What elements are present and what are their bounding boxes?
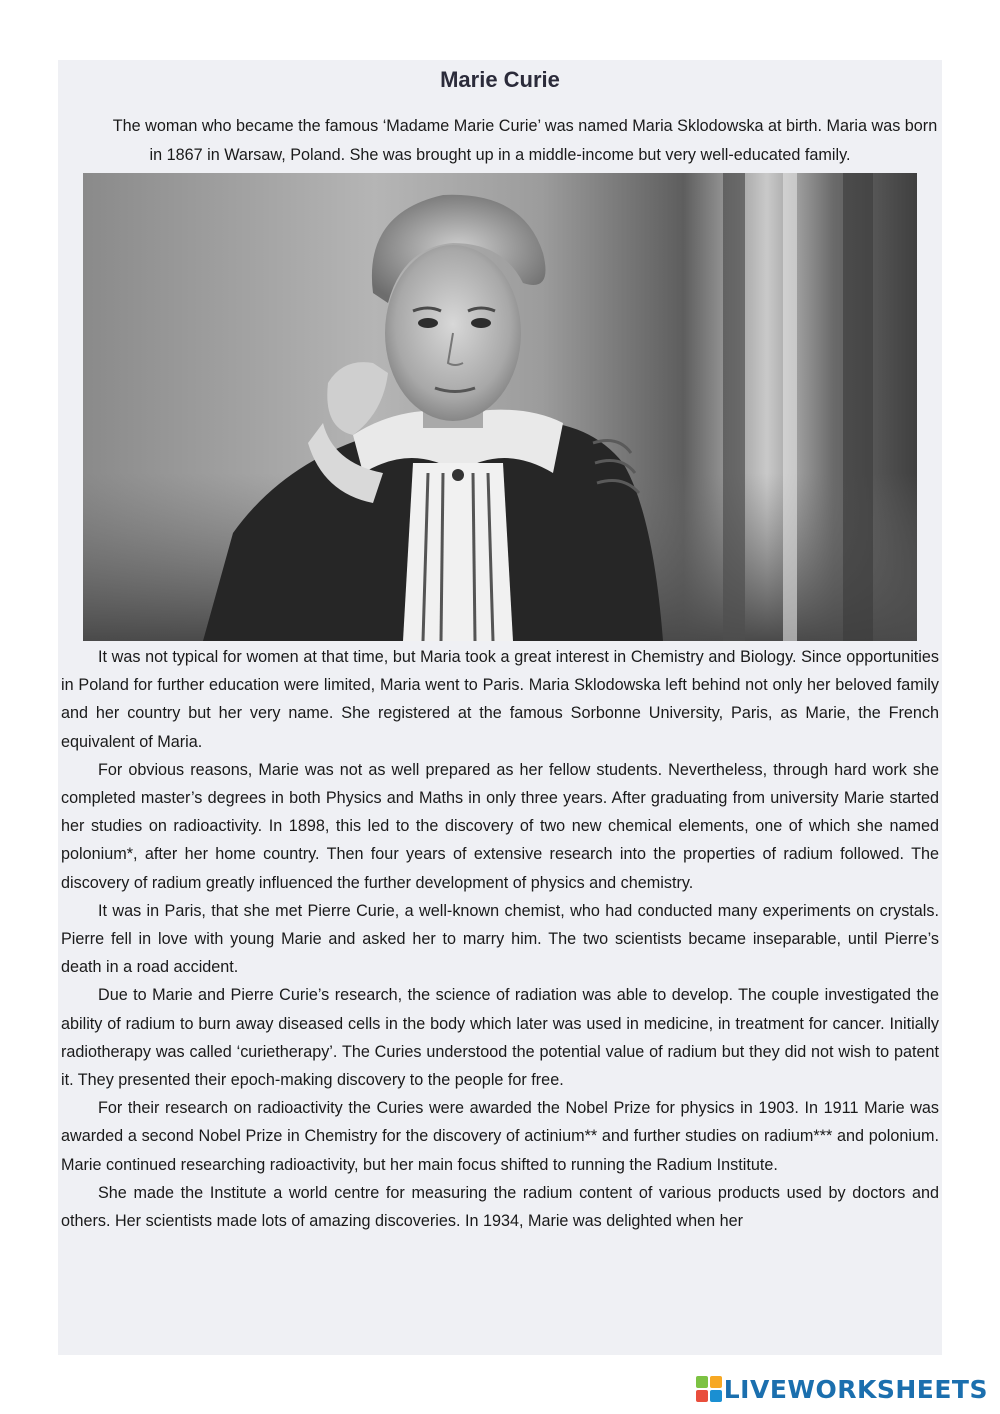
logo-text: LIVEWORKSHEETS xyxy=(723,1374,988,1404)
intro-text: The woman who became the famous ‘Madame Marie Curie’ was named Maria Sklodowska at birth. Maria was born in 1867 in Warsaw, Poland. She was brought up in a middle-income but very well-educated family. xyxy=(112,117,938,164)
paragraph-3: It was in Paris, that she met Pierre Curie, a well-known chemist, who had conducted many experiments on crystals. Pierre fell in love with young Marie and asked her to marry him. The two scientists became inseparable, until Pierre’s death in a road accident. xyxy=(61,901,939,977)
portrait-photo xyxy=(83,173,917,641)
worksheet-page xyxy=(58,60,942,1355)
liveworksheets-logo[interactable] xyxy=(696,1374,988,1404)
intro-paragraph xyxy=(61,112,939,169)
paragraph-1: It was not typical for women at that time, but Maria took a great interest in Chemistry and Biology. Since opportunities in Poland for further education were limited, Maria went to Paris. Maria Sklodowska left behind not only her beloved family and her country but her very name. She registered at the famous Sorbonne University, Paris, as Marie, the French equivalent of Maria. xyxy=(61,648,939,751)
paragraph-4: Due to Marie and Pierre Curie’s research, the science of radiation was able to develop. The couple investigated the ability of radium to burn away diseased cells in the body which later was used in medicine, in treatment for cancer. Initially radiotherapy was called ‘curietherapy’. The Curies understood the potential value of radium but they did not wish to patent it. They presented their epoch-making discovery to the people for free. xyxy=(61,986,939,1090)
logo-mark-icon xyxy=(696,1376,722,1402)
paragraph-6: She made the Institute a world centre for measuring the radium content of various products used by doctors and others. Her scientists made lots of amazing discoveries. In 1934, Marie was delighted when her xyxy=(61,1183,939,1231)
paragraph-2: For obvious reasons, Marie was not as well prepared as her fellow students. Nevertheless, through hard work she completed master’s degrees in both Physics and Maths in only three years. After graduating from university Marie started her studies on radioactivity. In 1898, this led to the discovery of two new chemical elements, one of which she named polonium*, after her home country. Then four years of extensive research into the properties of radium followed. The discovery of radium greatly influenced the further development of physics and chemistry. xyxy=(61,760,939,892)
page-title: Marie Curie xyxy=(440,67,560,92)
article-body xyxy=(61,643,939,1235)
paragraph-5: For their research on radioactivity the Curies were awarded the Nobel Prize for physics in 1903. In 1911 Marie was awarded a second Nobel Prize in Chemistry for the discovery of actinium** and further studies on radium*** and polonium. Marie continued researching radioactivity, but her main focus shifted to running the Radium Institute. xyxy=(61,1099,939,1174)
